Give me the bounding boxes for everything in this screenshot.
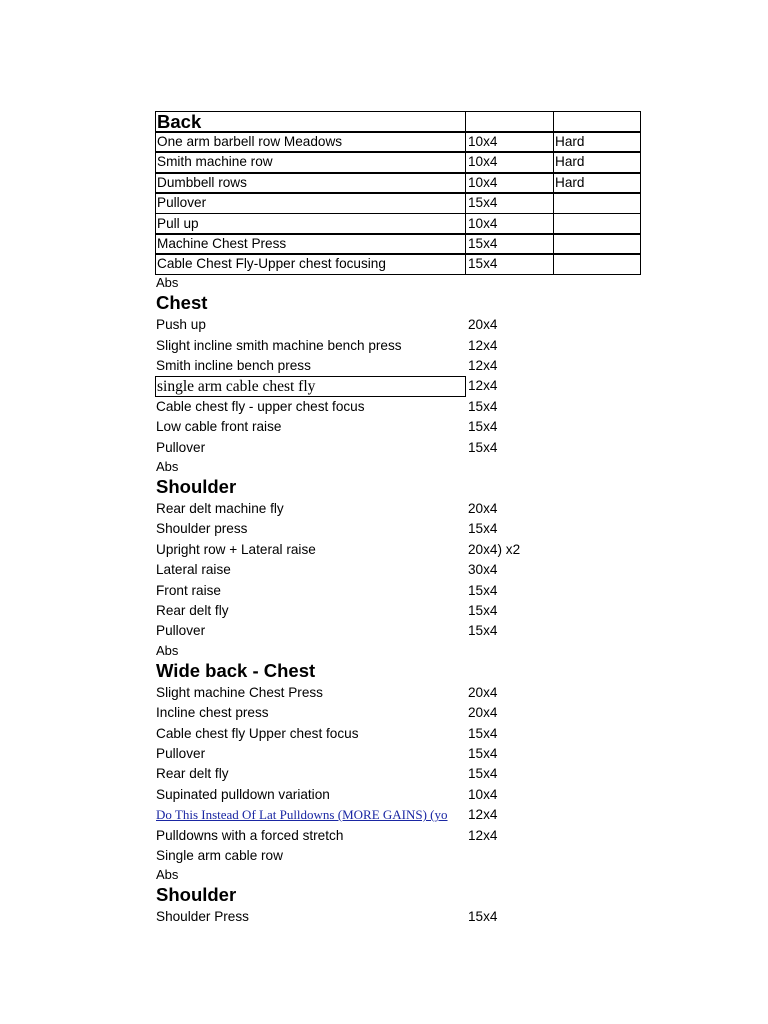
abs-label	[155, 642, 645, 659]
abs-text[interactable]: Abs	[156, 867, 179, 883]
exercise-name[interactable]: Cable Chest Fly-Upper chest focusing	[155, 254, 466, 275]
sets-reps[interactable]: 15x4	[465, 234, 554, 255]
table-row	[155, 437, 645, 457]
exercise-name[interactable]: Upright row + Lateral raise	[156, 541, 316, 557]
exercise-name[interactable]: Cable chest fly Upper chest focus	[156, 725, 359, 741]
exercise-name[interactable]: Smith machine row	[155, 152, 466, 173]
exercise-name[interactable]: One arm barbell row Meadows	[155, 132, 466, 153]
section-title-shoulder-2[interactable]: Shoulder	[156, 884, 237, 906]
sets-reps[interactable]: 12x4	[468, 358, 498, 374]
sets-reps[interactable]: 12x4	[468, 807, 498, 823]
table-row	[155, 560, 645, 580]
sets-reps[interactable]: 15x4	[465, 193, 554, 214]
sets-reps[interactable]: 15x4	[468, 582, 498, 598]
exercise-name[interactable]: Front raise	[156, 582, 221, 598]
table-row	[155, 540, 645, 560]
sets-reps[interactable]: 15x4	[468, 439, 498, 455]
table-row	[155, 213, 645, 233]
abs-text[interactable]: Abs	[156, 642, 179, 658]
sets-reps[interactable]: 12x4	[468, 378, 498, 394]
abs-text[interactable]: Abs	[156, 275, 179, 291]
exercise-name[interactable]: Rear delt machine fly	[156, 501, 284, 517]
table-row	[155, 846, 645, 866]
table-row	[155, 417, 645, 437]
sets-reps[interactable]: 20x4	[468, 705, 498, 721]
table-row	[155, 356, 645, 376]
abs-label	[155, 458, 645, 475]
sets-reps[interactable]: 15x4	[468, 521, 498, 537]
table-row	[155, 785, 645, 805]
table-row	[155, 683, 645, 703]
sets-reps[interactable]: 10x4	[468, 786, 498, 802]
exercise-name[interactable]: Pullover	[155, 193, 466, 214]
exercise-name[interactable]: Pullover	[156, 439, 206, 455]
table-row	[155, 805, 645, 825]
sets-reps[interactable]: 10x4	[465, 173, 554, 194]
difficulty-note[interactable]: Hard	[553, 173, 641, 194]
exercise-name[interactable]: Slight incline smith machine bench press	[156, 337, 402, 353]
sets-reps[interactable]: 20x4	[468, 684, 498, 700]
exercise-name[interactable]: Single arm cable row	[156, 847, 283, 863]
exercise-name[interactable]: Pulldowns with a forced stretch	[156, 827, 344, 843]
table-row	[155, 764, 645, 784]
exercise-name[interactable]: Rear delt fly	[156, 603, 229, 618]
selected-cell[interactable]: single arm cable chest fly	[155, 376, 466, 397]
table-row	[155, 233, 645, 253]
table-row	[155, 519, 645, 539]
table-row	[155, 315, 645, 335]
sets-reps[interactable]: 10x4	[465, 152, 554, 173]
table-row	[155, 580, 645, 600]
sets-reps[interactable]: 10x4	[465, 213, 554, 234]
video-link-cell[interactable]	[155, 805, 466, 825]
difficulty-note[interactable]	[553, 254, 641, 275]
table-row	[155, 825, 645, 845]
table-row	[155, 254, 645, 274]
table-row	[155, 172, 645, 192]
section-title-shoulder[interactable]: Shoulder	[156, 475, 237, 497]
exercise-name[interactable]: Pull up	[155, 213, 466, 234]
table-row	[155, 397, 645, 417]
sets-reps[interactable]: 15x4	[468, 419, 498, 435]
difficulty-note[interactable]: Hard	[553, 152, 641, 173]
difficulty-note[interactable]	[553, 213, 641, 234]
table-row	[155, 336, 645, 356]
exercise-name[interactable]: Rear delt fly	[156, 766, 229, 782]
exercise-name[interactable]: Cable chest fly - upper chest focus	[156, 398, 365, 414]
sets-reps[interactable]: 15x4	[465, 254, 554, 275]
video-link[interactable]: Do This Instead Of Lat Pulldowns (MORE GAINS) (yo	[156, 807, 448, 823]
table-row	[155, 621, 645, 641]
exercise-name[interactable]: Pullover	[156, 745, 206, 761]
sets-reps[interactable]: 15x4	[468, 603, 498, 618]
exercise-name[interactable]: Lateral raise	[156, 562, 231, 578]
section-title-chest[interactable]: Chest	[156, 292, 208, 314]
sets-reps[interactable]: 20x4	[468, 317, 498, 333]
sets-reps[interactable]: 20x4) x2	[468, 541, 521, 557]
exercise-name[interactable]: Shoulder Press	[156, 909, 249, 925]
exercise-name[interactable]: Slight machine Chest Press	[156, 684, 323, 700]
exercise-name[interactable]: Dumbbell rows	[155, 173, 466, 194]
section-title-wide-back-chest[interactable]: Wide back - Chest	[156, 659, 316, 681]
table-row	[155, 152, 645, 172]
exercise-name[interactable]: Push up	[156, 317, 206, 333]
abs-label	[155, 866, 645, 883]
abs-text[interactable]: Abs	[156, 458, 179, 474]
sets-reps[interactable]: 15x4	[468, 725, 498, 741]
sets-reps[interactable]: 12x4	[468, 337, 498, 353]
table-row	[155, 723, 645, 743]
sets-reps[interactable]: 15x4	[468, 909, 498, 925]
difficulty-note[interactable]	[553, 234, 641, 255]
exercise-name[interactable]: Supinated pulldown variation	[156, 786, 330, 802]
cell[interactable]	[465, 111, 554, 132]
exercise-name[interactable]: Pullover	[156, 623, 206, 639]
difficulty-note[interactable]	[553, 193, 641, 214]
back-table	[155, 111, 645, 274]
difficulty-note[interactable]: Hard	[553, 132, 641, 153]
exercise-name[interactable]: Low cable front raise	[156, 419, 282, 435]
sets-reps[interactable]: 15x4	[468, 766, 498, 782]
table-row	[155, 499, 645, 519]
table-row	[155, 703, 645, 723]
sets-reps[interactable]: 10x4	[465, 132, 554, 153]
exercise-name[interactable]: Shoulder press	[156, 521, 248, 537]
table-row	[155, 744, 645, 764]
sets-reps[interactable]: 15x4	[468, 745, 498, 761]
exercise-name[interactable]: Machine Chest Press	[155, 234, 466, 255]
section-title-back[interactable]: Back	[155, 111, 466, 132]
table-row	[155, 376, 645, 396]
table-row	[155, 131, 645, 151]
table-row	[155, 193, 645, 213]
sets-reps[interactable]: 30x4	[468, 562, 498, 578]
sets-reps[interactable]: 20x4	[468, 501, 498, 517]
table-row	[155, 907, 645, 927]
cell[interactable]	[553, 111, 641, 132]
abs-label	[155, 274, 645, 291]
sets-reps[interactable]: 12x4	[468, 827, 498, 843]
sets-reps[interactable]: 15x4	[468, 623, 498, 639]
sets-reps[interactable]: 15x4	[468, 398, 498, 414]
exercise-name[interactable]: Incline chest press	[156, 705, 269, 721]
back-header-row	[155, 111, 645, 131]
table-row	[155, 601, 645, 621]
exercise-name[interactable]: Smith incline bench press	[156, 358, 311, 374]
workout-sheet	[155, 111, 645, 928]
